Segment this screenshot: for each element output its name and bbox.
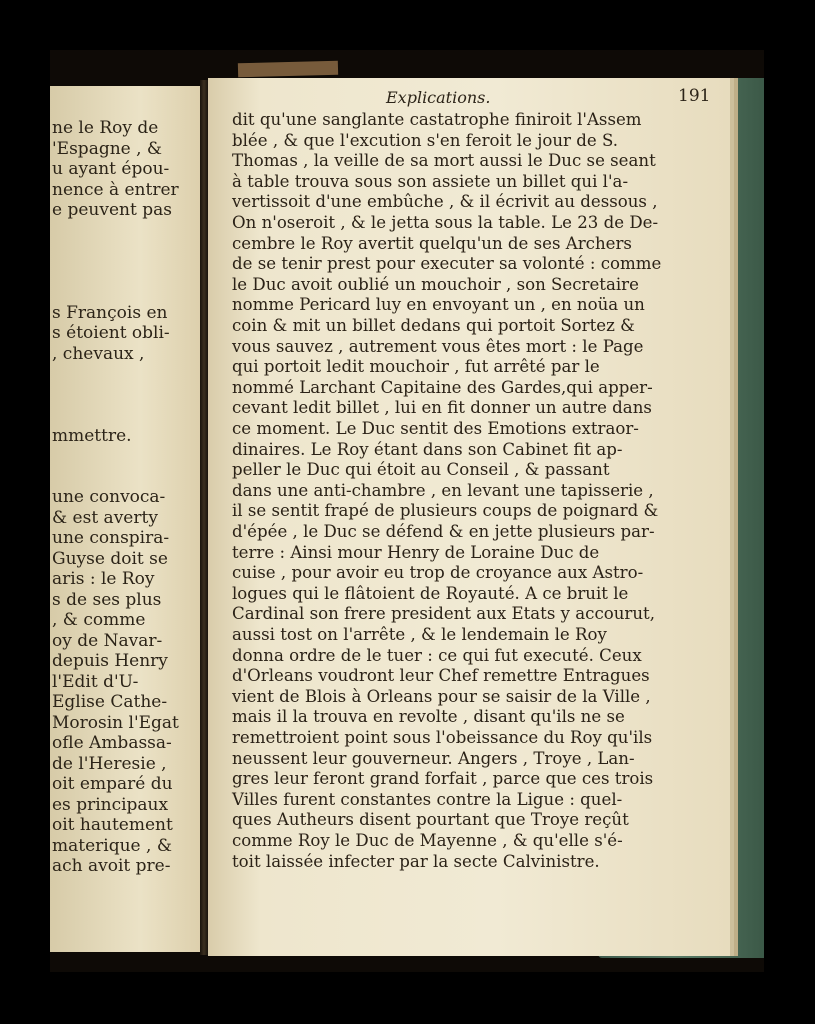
left-page-line: oy de Navar- xyxy=(52,630,163,651)
text-line: cevant ledit billet , lui en fit donner un autre dans xyxy=(232,398,652,418)
text-line: vous sauvez , autrement vous êtes mort : le Page xyxy=(232,336,644,356)
text-line: toit laissée infecter par la secte Calvinistre. xyxy=(232,851,600,871)
text-line: d'épée , le Duc se défend & en jette plusieurs par- xyxy=(232,522,655,541)
text-line: blée , & que l'excution s'en feroit le jour de S. xyxy=(232,130,618,150)
left-page-line: Eglise Cathe- xyxy=(52,692,168,712)
left-page-line: , & comme xyxy=(52,610,146,630)
text-line: comme Roy le Duc de Mayenne , & qu'elle s'é- xyxy=(232,831,623,850)
text-line: cembre le Roy avertit quelqu'un de ses Archers xyxy=(232,233,632,253)
left-page-line: e peuvent pas xyxy=(52,200,172,220)
text-line: d'Orleans voudront leur Chef remettre Entragues xyxy=(232,666,650,686)
left-page xyxy=(50,86,200,952)
text-line: le Duc avoit oublié un mouchoir , son Secretaire xyxy=(232,274,639,294)
left-page-line: oit hautement xyxy=(52,815,173,835)
scanned-book-spread xyxy=(50,50,764,972)
text-line: dit qu'une sanglante castatrophe finiroit l'Assem xyxy=(232,110,642,129)
left-page-line: 'Espagne , & xyxy=(52,138,163,159)
text-line: Thomas , la veille de sa mort aussi le Duc se seant xyxy=(232,151,656,171)
text-line: donna ordre de le tuer : ce qui fut executé. Ceux xyxy=(232,645,642,665)
left-page-line: ach avoit pre- xyxy=(52,856,171,876)
page-number: 191 xyxy=(678,86,711,106)
text-line: remettroient point sous l'obeissance du Roy qu'ils xyxy=(232,728,653,747)
binding-tape xyxy=(238,61,338,78)
text-line: dinaires. Le Roy étant dans son Cabinet fit ap- xyxy=(232,439,623,459)
left-page-line: s François en xyxy=(52,302,168,323)
left-page-line: mmettre. xyxy=(52,425,132,446)
text-line: Villes furent constantes contre la Ligue : quel- xyxy=(232,789,623,809)
text-line: cuise , pour avoir eu trop de croyance aux Astro- xyxy=(232,563,644,583)
text-line: logues qui le flâtoient de Royauté. A ce bruit le xyxy=(232,583,629,603)
left-page-line: materique , & xyxy=(52,835,172,856)
text-line: mais il la trouva en revolte , disant qu'ils ne se xyxy=(232,707,625,727)
left-page-line: ne le Roy de xyxy=(52,118,159,138)
text-line: gres leur feront grand forfait , parce que ces trois xyxy=(232,769,654,789)
left-page-line: depuis Henry xyxy=(52,651,168,671)
book-gutter xyxy=(200,80,208,955)
left-page-line: une conspira- xyxy=(52,528,170,548)
left-page-line: & est averty xyxy=(52,507,158,528)
text-line: terre : Ainsi mour Henry de Loraine Duc de xyxy=(232,542,600,562)
text-line: ce moment. Le Duc sentit des Emotions extraor- xyxy=(232,419,639,438)
left-page-line: oit emparé du xyxy=(52,774,173,794)
left-page-line: l'Edit d'U- xyxy=(52,671,139,692)
text-line: peller le Duc qui étoit au Conseil , & passant xyxy=(232,460,610,480)
left-page-line: , chevaux , xyxy=(52,343,145,364)
right-page xyxy=(208,78,730,956)
left-page-line: une convoca- xyxy=(52,487,166,507)
text-line: nomme Pericard luy en envoyant un , en noüa un xyxy=(232,295,645,315)
running-header: Explications. xyxy=(386,88,491,107)
text-line: à table trouva sous son assiete un billet qui l'a- xyxy=(232,171,629,191)
text-line: qui portoit ledit mouchoir , fut arrêté par le xyxy=(232,357,600,377)
text-line: nommé Larchant Capitaine des Gardes,qui apper- xyxy=(232,377,653,397)
left-page-line: s de ses plus xyxy=(52,589,162,610)
left-page-line: nence à entrer xyxy=(52,179,179,200)
left-page-line: Guyse doit se xyxy=(52,548,168,569)
text-line: vient de Blois à Orleans pour se saisir de la Ville , xyxy=(232,686,651,706)
left-page-line: u ayant épou- xyxy=(52,159,170,179)
text-line: vertissoit d'une embûche , & il écrivit au dessous , xyxy=(232,192,658,212)
left-page-line: ofle Ambassa- xyxy=(52,733,172,753)
text-line: il se sentit frapé de plusieurs coups de poignard & xyxy=(232,501,659,521)
text-line: ques Autheurs disent pourtant que Troye reçût xyxy=(232,810,629,830)
text-line: coin & mit un billet dedans qui portoit Sortez & xyxy=(232,316,635,335)
left-page-line: Morosin l'Egat xyxy=(52,712,179,733)
text-line: dans une anti-chambre , en levant une tapisserie , xyxy=(232,480,654,500)
left-page-line: de l'Heresie , xyxy=(52,753,167,774)
text-line: aussi tost on l'arrête , & le lendemain le Roy xyxy=(232,625,607,644)
text-line: de se tenir prest pour executer sa volonté : comme xyxy=(232,254,662,274)
left-page-line: es principaux xyxy=(52,794,169,815)
left-page-line: aris : le Roy xyxy=(52,569,155,589)
text-line: On n'oseroit , & le jetta sous la table. Le 23 de De- xyxy=(232,213,659,232)
text-line: Cardinal son frere president aux Etats y accourut, xyxy=(232,604,655,624)
text-line: neussent leur gouverneur. Angers , Troye , Lan- xyxy=(232,748,635,768)
left-page-line: s étoient obli- xyxy=(52,323,170,343)
